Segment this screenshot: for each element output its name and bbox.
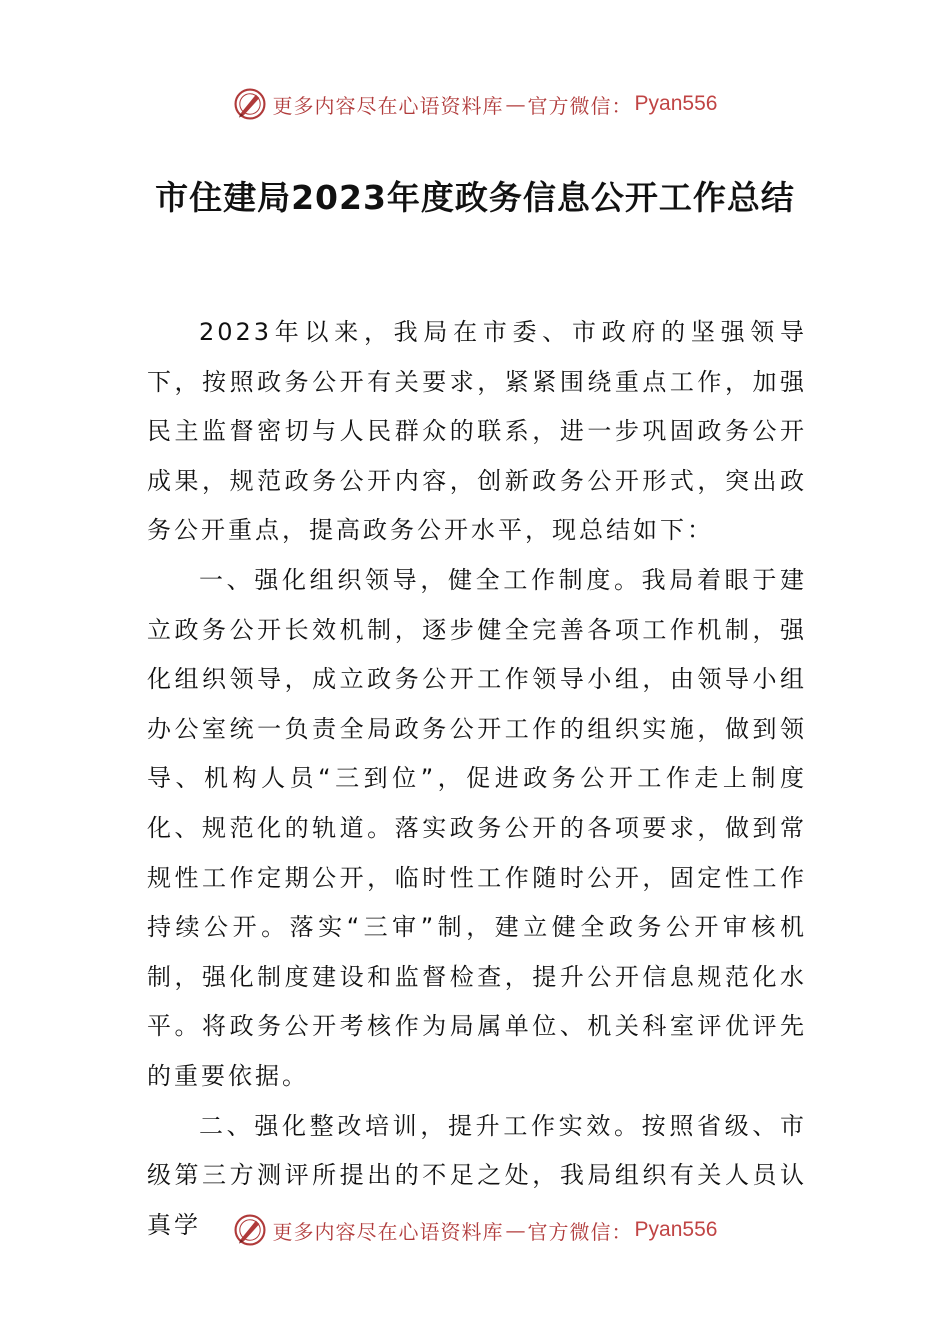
document-body	[147, 308, 807, 1250]
pen-logo-icon	[233, 1213, 267, 1247]
header-watermark	[0, 84, 950, 124]
page-title: 市住建局2023年度政务信息公开工作总结	[155, 178, 795, 217]
paragraph-section-2: 二、强化整改培训，提升工作实效。按照省级、市级第三方测评所提出的不足之处，我局组织有关人员认真学	[147, 1111, 807, 1239]
wechat-id: Pyan556	[634, 1218, 718, 1241]
wechat-label: 官方微信：	[527, 93, 633, 118]
paragraph-intro: 2023年以来，我局在市委、市政府的坚强领导下，按照政务公开有关要求，紧紧围绕重点工作，加强民主监督密切与人民群众的联系，进一步巩固政务公开成果，规范政务公开内容，创新政务公开形式，突出政务公开重点，提高政务公开水平，现总结如下：	[147, 318, 807, 545]
wechat-id: Pyan556	[634, 92, 718, 115]
wechat-label: 官方微信：	[527, 1219, 633, 1244]
separator: —	[505, 1218, 526, 1242]
promo-text: 更多内容尽在心语资料库	[272, 1219, 504, 1244]
footer-watermark	[0, 1210, 950, 1250]
pen-logo-icon	[233, 87, 267, 121]
paragraph-section-1: 一、强化组织领导，健全工作制度。我局着眼于建立政务公开长效机制，逐步健全完善各项工作机制，强化组织领导，成立政务公开工作领导小组，由领导小组办公室统一负责全局政务公开工作的组织实施，做到领导、机构人员“三到位”，促进政务公开工作走上制度化、规范化的轨道。落实政务公开的各项要求，做到常规性工作定期公开，临时性工作随时公开，固定性工作持续公开。落实“三审”制，建立健全政务公开审核机制，强化制度建设和监督检查，提升公开信息规范化水平。将政务公开考核作为局属单位、机关科室评优评先的重要依据。	[147, 565, 807, 1090]
separator: —	[505, 92, 526, 116]
promo-text: 更多内容尽在心语资料库	[272, 93, 504, 118]
